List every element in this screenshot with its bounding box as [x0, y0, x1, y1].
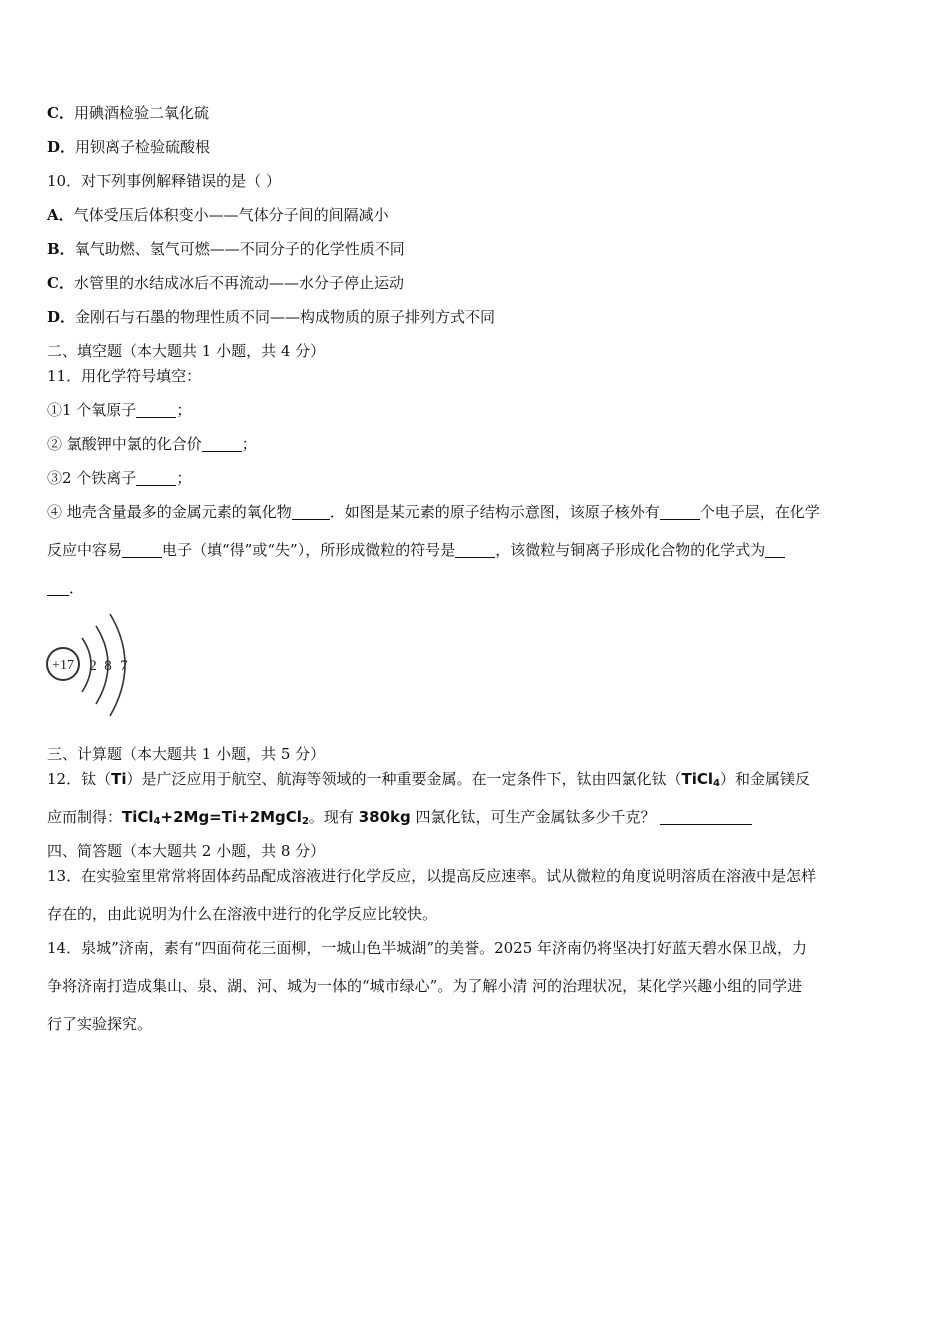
- section3-heading: 三、计算题（本大题共 1 小题，共 5 分）: [47, 745, 326, 763]
- q11-item-2: [47, 434, 257, 454]
- item-text: ；: [176, 401, 192, 419]
- q11-stem: 11．用化学符号填空：: [47, 367, 202, 385]
- q12-text: 四氯化钛，可生产金属钛多少千克？: [415, 808, 656, 826]
- q12-text: ）和金属镁反: [719, 770, 810, 788]
- section2-heading: 二、填空题（本大题共 1 小题，共 4 分）: [47, 342, 326, 360]
- q11-item-4-line-2: [47, 540, 785, 560]
- formula-text: TiCl: [122, 808, 154, 826]
- mass-value: 380kg: [358, 808, 411, 826]
- formula-text: +2Mg=Ti+2MgCl: [160, 808, 302, 826]
- answer-blank[interactable]: [47, 581, 69, 596]
- option-letter: C．: [47, 274, 74, 292]
- q11-item-1: [47, 400, 191, 420]
- q14-line-2: 争将济南打造成集山、泉、湖、河、城为一体的“城市绿心”。为了解小清 河的治理状况，某化学兴趣小组的同学进: [47, 977, 803, 995]
- q11-item-4-line-3: [47, 578, 84, 598]
- formula-ti: Ti: [111, 770, 127, 788]
- item-text: 电子（填“得”或“失”），所形成微粒的符号是: [162, 541, 456, 559]
- atom-structure-diagram: [44, 610, 144, 722]
- nucleus-charge: +17: [52, 658, 74, 673]
- option-text: 氧气助燃、氢气可燃——不同分子的化学性质不同: [74, 240, 405, 258]
- option-text: 水管里的水结成冰后不再流动——水分子停止运动: [73, 274, 404, 292]
- reaction-equation: [122, 808, 309, 826]
- item-text: ④ 地壳含量最多的金属元素的氧化物: [47, 503, 292, 521]
- formula-subscript: 4: [153, 816, 161, 827]
- formula-text: TiCl: [681, 770, 714, 788]
- formula-subscript: 4: [713, 778, 720, 789]
- option-letter: B．: [47, 240, 75, 258]
- item-text: ② 氯酸钾中氯的化合价: [47, 435, 202, 453]
- q12-text: ）是广泛应用于航空、航海等领域的一种重要金属。在一定条件下，钛由四氯化钛（: [126, 770, 682, 788]
- q10-option-a: [47, 205, 389, 225]
- q12-text: 应而制得：: [47, 808, 123, 826]
- q12-text: 。现有: [308, 808, 354, 826]
- q13-line-1: 13．在实验室里常常将固体药品配成溶液进行化学反应，以提高反应速率。试从微粒的角度说明溶质在溶液中是怎样: [47, 867, 817, 885]
- item-text: ；: [241, 435, 257, 453]
- option-text: 气体受压后体积变小——气体分子间的间隔减小: [73, 206, 389, 224]
- q10-stem: 10．对下列事例解释错误的是（ ）: [47, 172, 281, 190]
- answer-blank[interactable]: [660, 810, 752, 825]
- q10-option-d: [47, 307, 495, 327]
- shell-electrons-2: 8: [104, 658, 112, 674]
- item-text: ①1 个氧原子: [47, 401, 137, 419]
- option-text: 金刚石与石墨的物理性质不同——构成物质的原子排列方式不同: [75, 308, 496, 326]
- item-text: ，该微粒与铜离子形成化合物的化学式为: [495, 541, 766, 559]
- q12-text: 12．钛（: [47, 770, 112, 788]
- q14-line-3: 行了实验探究。: [47, 1015, 153, 1033]
- formula-ticl4: [681, 770, 720, 788]
- item-text: ．: [69, 579, 85, 597]
- answer-blank[interactable]: [455, 543, 495, 558]
- q12-line-2: [47, 807, 752, 827]
- answer-blank[interactable]: [136, 471, 176, 486]
- option-letter: D．: [47, 308, 76, 326]
- q11-item-3: [47, 468, 191, 488]
- option-letter: A．: [47, 206, 74, 224]
- option-letter: D．: [47, 138, 76, 156]
- q14-line-1: 14．泉城”济南，素有“四面荷花三面柳，一城山色半城湖”的美誉。2025 年济南仍将坚决打好蓝天碧水保卫战，力: [47, 939, 808, 957]
- section4-heading: 四、简答题（本大题共 2 小题，共 8 分）: [47, 842, 326, 860]
- q9-option-c: [47, 103, 209, 123]
- answer-blank[interactable]: [765, 543, 785, 558]
- option-text: 用碘酒检验二氧化硫: [73, 104, 209, 122]
- q12-line-1: [47, 769, 810, 789]
- answer-blank[interactable]: [136, 403, 176, 418]
- item-text: ．如图是某元素的原子结构示意图，该原子核外有: [329, 503, 660, 521]
- q9-option-d: [47, 137, 210, 157]
- q10-option-b: [47, 239, 405, 259]
- answer-blank[interactable]: [660, 505, 700, 520]
- answer-blank[interactable]: [122, 543, 162, 558]
- answer-blank[interactable]: [202, 437, 242, 452]
- q13-line-2: 存在的，由此说明为什么在溶液中进行的化学反应比较快。: [47, 905, 438, 923]
- q11-item-4-line-1: [47, 502, 820, 522]
- answer-blank[interactable]: [292, 505, 330, 520]
- option-text: 用钡离子检验硫酸根: [75, 138, 211, 156]
- item-text: 个电子层，在化学: [699, 503, 820, 521]
- item-text: ③2 个铁离子: [47, 469, 137, 487]
- option-letter: C．: [47, 104, 74, 122]
- shell-electrons-3: 7: [120, 658, 128, 674]
- item-text: 反应中容易: [47, 541, 123, 559]
- shell-electrons-1: 2: [89, 658, 97, 674]
- item-text: ；: [176, 469, 192, 487]
- formula-subscript: 2: [301, 816, 309, 827]
- q10-option-c: [47, 273, 404, 293]
